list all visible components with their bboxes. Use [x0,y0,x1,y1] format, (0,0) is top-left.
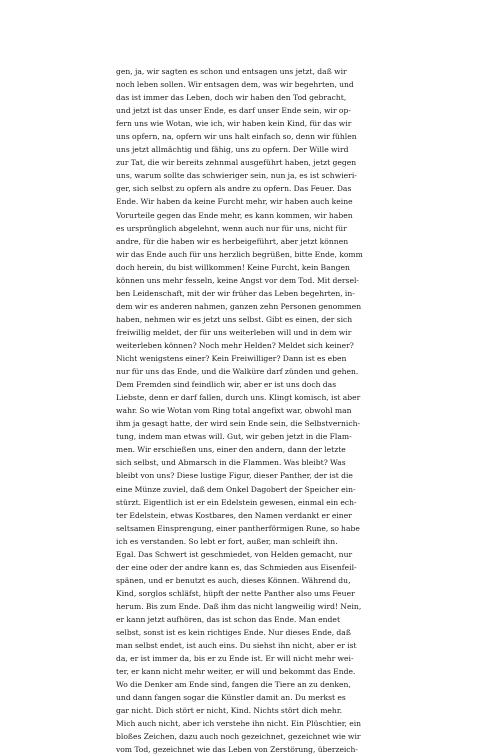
text-line: ter, er kann nicht mehr weiter, er will und bekommt das Ende. [116,667,356,677]
text-line: weiterleben können? Noch mehr Helden? Meldet sich keiner? [116,340,354,350]
text-line: ter Edelstein, etwas Kostbares, den Namen verdankt er einer [116,510,352,520]
text-line: Dem Fremden sind feindlich wir, aber er ist uns doch das [116,380,337,390]
text-line: freiwillig meldet, der für uns weiterleben will und in dem wir [116,327,352,337]
text-line: da, er ist immer da, bis er zu Ende ist. Er will nicht mehr wei- [116,654,354,664]
text-line: sich selbst, und Abmarsch in die Flammen. Was bleibt? Was [116,458,346,468]
text-line: tung, indem man etwas will. Gut, wir geben jetzt in die Flam- [116,432,352,442]
text-line: es ursprünglich abgelehnt, wenn auch nur für uns, nicht für [116,223,347,233]
text-line: der eine oder der andre kann es, das Schmieden aus Eisenfeil- [116,562,357,572]
text-line: spänen, und er benutzt es auch, dieses Können. Während du, [116,575,351,585]
text-line: wahr. So wie Wotan vom Ring total angefixt war, obwohl man [116,406,352,416]
text-line: haben, nehmen wir es jetzt uns selbst. Gibt es einen, der sich [116,314,353,324]
text-line: Ende. Wir haben da keine Furcht mehr, wir haben auch keine [116,197,353,207]
text-line: Nicht wenigstens einer? Kein Freiwilliger? Dann ist es eben [116,354,347,364]
text-line: fern uns wie Wotan, wie ich, wir haben kein Kind, für das wir [116,119,352,129]
text-line: nur für uns das Ende, und die Walküre darf zünden und gehen. [116,367,359,377]
text-line: uns, warum sollte das schwieriger sein, nun ja, es ist schwieri- [116,171,357,181]
text-line: gar nicht. Dich stört er nicht, Kind. Nichts stört dich mehr. [116,706,343,716]
text-line: Wo die Denker am Ende sind, fangen die Tiere an zu denken, [116,680,351,690]
text-line: bleibt von uns? Diese lustige Figur, dieser Panther, der ist die [116,471,353,481]
text-line: Kind, sorglos schläfst, hüpft der nette Panther also ums Feuer [116,588,355,598]
text-line: das ist immer das Leben, doch wir haben den Tod gebracht, [116,93,347,103]
text-line: Mich auch nicht, aber ich verstehe ihn nicht. Ein Plüschtier, ein [116,719,362,729]
text-line: uns opfern, na, opfern wir uns halt einfach so, denn wir fühlen [116,132,357,142]
body-text [116,65,476,756]
text-line: ger, sich selbst zu opfern als andre zu opfern. Das Feuer. Das [116,184,352,194]
text-line: doch herein, du bist willkommen! Keine Furcht, kein Bangen [116,262,350,272]
text-line: Egal. Das Schwert ist geschmiedet, von Helden gemacht, nur [116,549,353,559]
text-line: eine Münze zuviel, daß dem Onkel Dagobert der Speicher ein- [116,484,356,494]
text-line: uns jetzt allmächtig und fähig, uns zu opfern. Der Wille wird [116,145,349,155]
text-line: bloßes Zeichen, dazu auch noch gezeichnet, gezeichnet wie wir [116,732,361,742]
text-line: selbst, sonst ist es kein richtiges Ende. Nur dieses Ende, daß [116,628,351,638]
text-line: man selbst endet, ist auch eins. Du siehst ihn nicht, aber er ist [116,641,357,651]
text-line: men. Wir erschießen uns, einer den andern, dann der letzte [116,445,346,455]
text-line: seltsamen Einsprengung, einer pantherförmigen Rune, so habe [116,523,360,533]
text-line: zur Tat, die wir bereits zehnmal ausgeführt haben, jetzt gegen [116,158,357,168]
text-line: gen, ja, wir sagten es schon und entsagen uns jetzt, daß wir [116,67,347,76]
text-line: herum. Bis zum Ende. Daß ihm das nicht langweilig wird! Nein, [116,601,362,611]
text-line: wir das Ende auch für uns herzlich begrüßen, bitte Ende, komm [116,249,363,259]
text-line: er kann jetzt aufhören, das ist schon das Ende. Man endet [116,614,341,624]
text-line: können uns mehr fesseln, keine Angst vor dem Tod. Mit dersel- [116,275,360,285]
text-line: ich es verstanden. So lebt er fort, außer, man schleift ihn. [116,536,338,546]
text-line: ihm ja gesagt hatte, der wird sein Ende sein, die Selbstvernich- [116,419,361,429]
text-line: und jetzt ist das unser Ende, es darf unser Ende sein, wir op- [116,106,351,116]
text-line: Liebste, denn er darf fallen, durch uns. Klingt komisch, ist aber [116,393,361,403]
text-line: Vorurteile gegen das Ende mehr, es kann kommen, wir haben [116,210,353,220]
text-line: und dann fangen sogar die Künstler damit an. Du merkst es [116,693,346,703]
text-line: vom Tod, gezeichnet wie das Leben von Zerstörung, überzeich- [116,745,358,755]
text-line: andre, für die haben wir es herbeigeführt, aber jetzt können [116,236,349,246]
text-line: dem wir es anderen nahmen, ganzen zehn Personen genommen [116,301,362,311]
text-line: ben Leidenschaft, mit der wir früher das Leben begehrten, in- [116,288,355,298]
text-line: noch leben sollen. Wir entsagen dem, was wir begehrten, und [116,80,354,90]
text-line: stürzt. Eigentlich ist er ein Edelstein gewesen, einmal ein ech- [116,497,357,507]
